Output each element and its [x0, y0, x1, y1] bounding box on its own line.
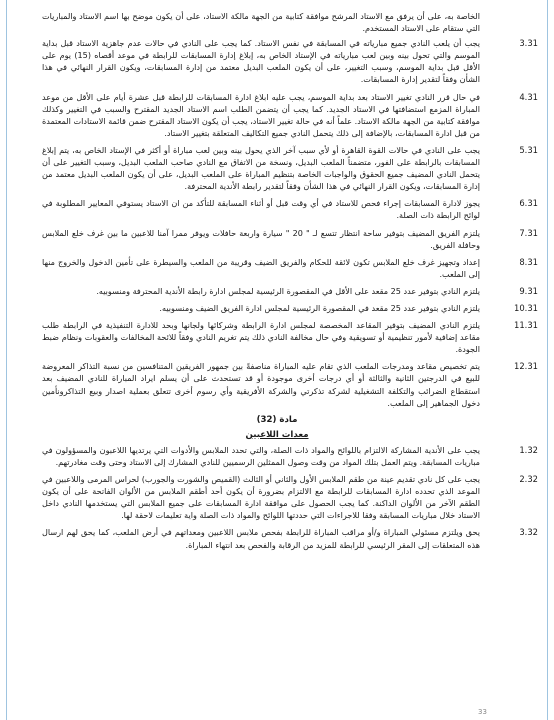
- continuation-paragraph: الخاصة به، على أن يرفق مع الاستاد المرشح موافقة كتابية من الجهة مالكة الاستاد، على أن يكون موضح بها اسم الاستاد والمباريات التي ستقام على الاستاد المستخدم.: [42, 11, 480, 34]
- clause-item: [14, 319, 540, 355]
- clause-item: [14, 197, 540, 221]
- clause-number: 3.31: [519, 38, 538, 49]
- clause-item: [14, 360, 540, 408]
- clause-text: في حال قرر النادي تغيير الاستاد بعد بداية الموسم، يجب عليه ابلاغ ادارة المسابقات للرابطة قبل عشرة أيام على الأقل من موعد المباراة المزمع استضافتها في الاستاد الجديد. كما يجب أن يتضمن الطلب اسم الاستاد الجديد المقترح والسبب في التغيير وكذلك موافقة كتابية من الجهة مالكة الاستاد. علماً أنه في حالة تغيير الاستاد، يجب أن يكون الاستاد المقترح ضمن قائمة الاستادات المعتمدة من قبل ادارة المسابقات، بالإضافة إلى ذلك يتحمل النادي جميع التكاليف المتعلقة بتغيير الاستاد.: [42, 91, 480, 138]
- clause-text: يلتزم النادي بتوفير عدد 25 مقعد في المقصورة الرئيسية لمجلس ادارة الفريق الضيف ومنسوبيه.: [159, 302, 480, 313]
- clause-number: 3.32: [519, 527, 538, 538]
- clause-item: [14, 91, 540, 139]
- clause-number: 1.32: [519, 444, 538, 455]
- clause-item: [14, 144, 540, 192]
- clause-text: يجب على كل نادي تقديم عينة من طقم الملابس الأول والثاني أو الثالث (القميص والشورت والجورب) لحراس المرمى واللاعبين في الموعد الذي تحدده ادارة المسابقات للرابطة مع الالتزام بضرورة أن يكون أحد أطقم الملابس من الألوان الفاتحة على أن يكون الطقم الآخر من الألوان الداكنة. كما يجب الحصول على موافقة ادارة المسابقات على جميع الملابس التي يستخدمها النادي داخل الاستاد خلال مباريات المسابقة وفقا للاجراءات التي حددتها اللوائح والمواد ذات الصلة واية تعليمات لاحقة لها.: [42, 474, 480, 521]
- clause-text: يجب على الأندية المشاركة الالتزام باللوائح والمواد ذات الصلة، والتي تحدد الملابس والأدوات التي يرتديها اللاعبون والمسؤولون في مباريات المسابقة. ويتم العمل بتلك المواد من وقت وصول الممثلين الرسميين للنادي المشارك إلى الاستاد وحتى وقت مغادرتهم.: [42, 444, 480, 467]
- clause-item: [14, 227, 540, 251]
- clause-text: يلتزم النادي بتوفير عدد 25 مقعد على الأقل في المقصورة الرئيسية لمجلس ادارة رابطة الأندية المحترفة ومنسوبيه.: [96, 285, 480, 296]
- clause-text: يلتزم النادي المضيف بتوفير المقاعد المخصصة لمجلس ادارة الرابطة وشركائها ولجانها وبحد للادارة التنفيذية في الرابطة طلب مقاعد إضافية لأمور تنظيمية أو تسويقية وفي حال مخالفة النادي ذلك يتم تغريم النادي وفقاً للائحة المخالفات والعقوبات ونظام ضبط الجودة.: [42, 320, 480, 355]
- clause-number: 9.31: [519, 285, 538, 296]
- clause-text: يحق ويلتزم مسئولي المباراة و/أو مراقب المباراة للرابطة بفحص ملابس اللاعبين ومعداتهم في أرض الملعب، كما يحق لهم ارسال هذه المتعلقات إلى المقر الرئيسي للرابطة للمزيد من الرقابة والفحص بعد انتهاء المباراة.: [42, 527, 480, 550]
- clause-number: 8.31: [519, 256, 538, 267]
- clause-number: 10.31: [514, 302, 538, 313]
- clauses-article-31: [14, 37, 540, 409]
- article-title: مادة (32): [256, 414, 298, 425]
- clause-number: 6.31: [519, 198, 538, 209]
- clause-number: 7.31: [519, 227, 538, 238]
- clause-number: 2.32: [519, 474, 538, 485]
- clause-text: يلتزم الفريق المضيف بتوفير ساحة انتظار تتسع لـ " 20 " سيارة واربعة حافلات ويوفر ممرا آمنا للاعبين ما بين غرف خلع الملابس وحافلة الفريق.: [42, 227, 480, 250]
- clause-text: يتم تخصيص مقاعد ومدرجات الملعب الذي تقام عليه المباراة مناصفةً بين جمهور الفريقين المتنافسين من نسبة التذاكر المعروضة للبيع في الدرجتين الثانية والثالثة أو أي درجات أخرى موجودة أو قد تستحدث على أن يسلم ايراد المباراة للنادي المضيف بعد استقطاع الضرائب والتكلفة التشغيلية لشركة تذكرتي والشركة الأفريقية وأي رسوم أخرى تتعلق بعملية اصدار وبيع التذاكرونأمين دخول الجماهير إلى الملعب.: [42, 361, 480, 408]
- document-page: [14, 10, 540, 556]
- clause-text: إعداد وتجهيز غرف خلع الملابس تكون لائقة للحكام والفريق الضيف وقريبة من الملعب والسيطرة على تأمين الدخول والخروج منها إلى الملعب.: [42, 256, 480, 279]
- clause-item: [14, 444, 540, 468]
- clause-number: 4.31: [519, 91, 538, 102]
- clause-number: 5.31: [519, 144, 538, 155]
- clause-text: يجب على النادي في حالات القوة القاهرة أو لأي سبب آخر الذي يحول بينه وبين لعب مباراة أو أكثر في الإستاد الخاص به، يتم إبلاغ المسابقات بالرابطة على الفور، متضمناً الملعب البديل، ونسخة من الاتفاق مع النادي صاحب الملعب البديل، وسبب التغيير على أن يتحمل النادي المضيف جميع الحقوق والواجبات الخاصة بتنظيم المباراة على الملعب البديل، على أن يكون الملعب البديل معتمد من إدارة المسابقات، ويكون القرار النهائي في هذا الشأن وفقاً لتقدير رابطة الأندية المحترفة.: [42, 144, 480, 192]
- clause-number: 12.31: [514, 361, 538, 372]
- clause-item: [14, 526, 540, 550]
- page-number: 33: [478, 708, 487, 716]
- clause-text: يجب أن يلعب النادي جميع مبارياته في المسابقة في نفس الاستاد. كما يجب على النادي في حالات عدم جاهزية الاستاد قبل بداية الموسم والتي تحول بينه وبين لعب مبارياته في الإستاد الخاص به، إبلاغ إدارة المسابقات للرابطة في موعد أقصاه (15) يوم على الأقل قبل بداية الموسم، وسبب التغيير، على أن يكون الملعب البديل معتمد من إدارة المسابقات، ويكون القرار النهائي في هذا الشأن وفقاً لتقدير إدارة المسابقات.: [42, 38, 480, 85]
- clause-item: [14, 37, 540, 85]
- clause-item: [14, 473, 540, 521]
- clause-item: [14, 285, 540, 297]
- clause-item: [14, 302, 540, 314]
- clause-item: [14, 256, 540, 280]
- clause-text: يجوز لادارة المسابقات إجراء فحص للاستاد في أي وقت قبل أو أثناء المسابقة للتأكد من ان الاستاد يستوفي المعايير المطلوبة في لوائح الرابطة ذات الصلة.: [42, 198, 480, 221]
- clause-number: 11.31: [514, 320, 538, 331]
- clauses-article-32: [14, 444, 540, 551]
- article-subtitle: معدات اللاعبين: [245, 429, 309, 440]
